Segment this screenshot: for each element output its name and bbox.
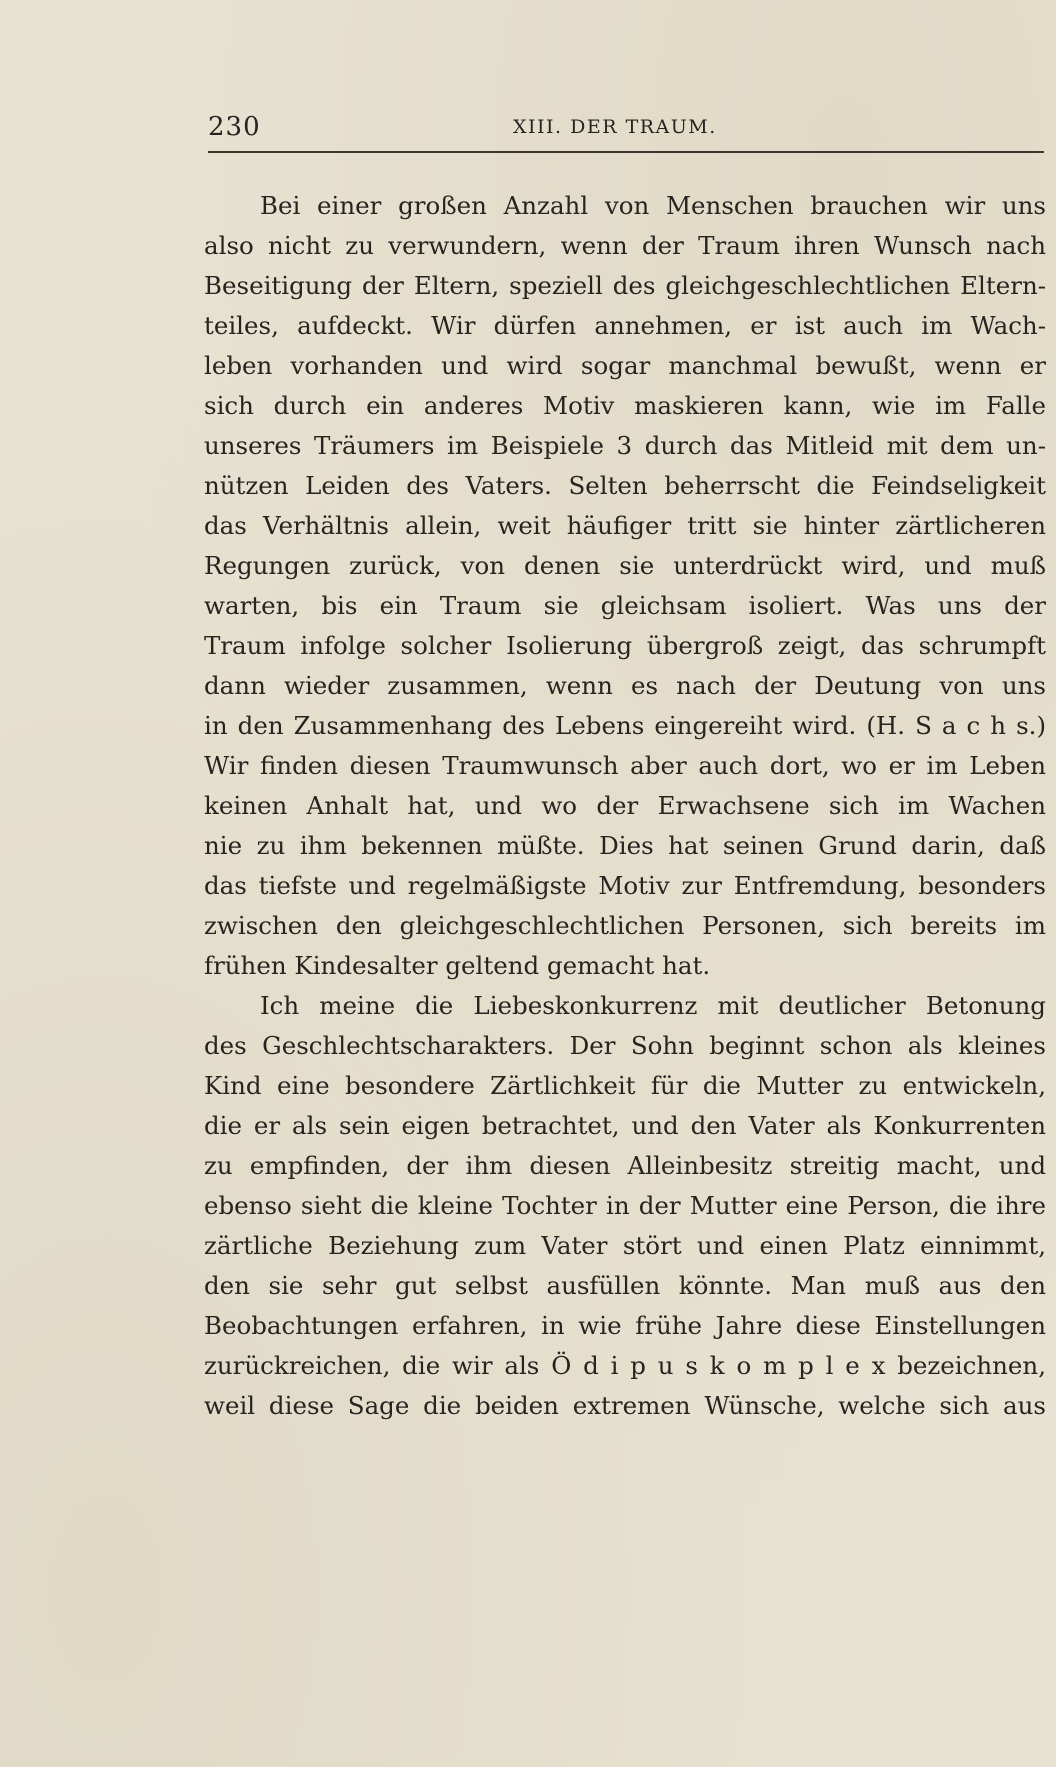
text-line: frühen Kindesalter geltend gemacht hat. xyxy=(204,951,711,980)
text-line: nützen Leiden des Vaters. Selten beherrscht die Feindseligkeit xyxy=(204,471,1046,500)
paragraph xyxy=(204,986,1046,1426)
text-line: zwischen den gleichgeschlechtlichen Personen, sich bereits im xyxy=(204,911,1046,940)
text-line: Beseitigung der Eltern, speziell des gleichgeschlechtlichen Eltern- xyxy=(204,271,1046,300)
text-line: Kind eine besondere Zärtlichkeit für die Mutter zu entwickeln, xyxy=(204,1071,1046,1100)
text-line: leben vorhanden und wird sogar manchmal bewußt, wenn er xyxy=(204,351,1046,380)
paragraph xyxy=(204,186,1046,986)
text-line: in den Zusammenhang des Lebens eingereiht wird. (H. S a c h s.) xyxy=(204,711,1046,740)
text-line: also nicht zu verwundern, wenn der Traum ihren Wunsch nach xyxy=(204,231,1046,260)
text-line: Beobachtungen erfahren, in wie frühe Jahre diese Einstellungen xyxy=(204,1311,1046,1340)
page-header xyxy=(208,112,1044,152)
text-line: Traum infolge solcher Isolierung übergroß zeigt, das schrumpft xyxy=(204,631,1046,660)
text-line: nie zu ihm bekennen müßte. Dies hat seinen Grund darin, daß xyxy=(204,831,1046,860)
text-line: ebenso sieht die kleine Tochter in der Mutter eine Person, die ihre xyxy=(204,1191,1046,1220)
text-line: teiles, aufdeckt. Wir dürfen annehmen, er ist auch im Wach- xyxy=(204,311,1046,340)
text-line: sich durch ein anderes Motiv maskieren kann, wie im Falle xyxy=(204,391,1046,420)
text-line: des Geschlechtscharakters. Der Sohn beginnt schon als kleines xyxy=(204,1031,1046,1060)
text-line: unseres Träumers im Beispiele 3 durch das Mitleid mit dem un- xyxy=(204,431,1046,460)
running-head: XIII. DER TRAUM. xyxy=(513,116,717,138)
text-line: dann wieder zusammen, wenn es nach der Deutung von uns xyxy=(204,671,1046,700)
text-line: Regungen zurück, von denen sie unterdrückt wird, und muß xyxy=(204,551,1046,580)
text-line: weil diese Sage die beiden extremen Wünsche, welche sich aus xyxy=(204,1391,1046,1420)
text-line: warten, bis ein Traum sie gleichsam isoliert. Was uns der xyxy=(204,591,1046,620)
page-number: 230 xyxy=(208,112,261,142)
header-rule xyxy=(208,151,1044,153)
text-line: zärtliche Beziehung zum Vater stört und einen Platz einnimmt, xyxy=(204,1231,1046,1260)
text-line: das Verhältnis allein, weit häufiger tritt sie hinter zärtlicheren xyxy=(204,511,1046,540)
text-line: die er als sein eigen betrachtet, und den Vater als Konkurrenten xyxy=(204,1111,1046,1140)
text-line: das tiefste und regelmäßigste Motiv zur Entfremdung, besonders xyxy=(204,871,1046,900)
text-line: Bei einer großen Anzahl von Menschen brauchen wir uns xyxy=(260,191,1046,220)
text-line: zurückreichen, die wir als Ö d i p u s k o m p l e x bezeichnen, xyxy=(204,1351,1046,1380)
text-line: keinen Anhalt hat, und wo der Erwachsene sich im Wachen xyxy=(204,791,1046,820)
text-line: den sie sehr gut selbst ausfüllen könnte. Man muß aus den xyxy=(204,1271,1046,1300)
text-line: Ich meine die Liebeskonkurrenz mit deutlicher Betonung xyxy=(260,991,1046,1020)
text-line: Wir finden diesen Traumwunsch aber auch dort, wo er im Leben xyxy=(204,751,1046,780)
body-text xyxy=(204,186,1046,1426)
text-line: zu empfinden, der ihm diesen Alleinbesitz streitig macht, und xyxy=(204,1151,1046,1180)
